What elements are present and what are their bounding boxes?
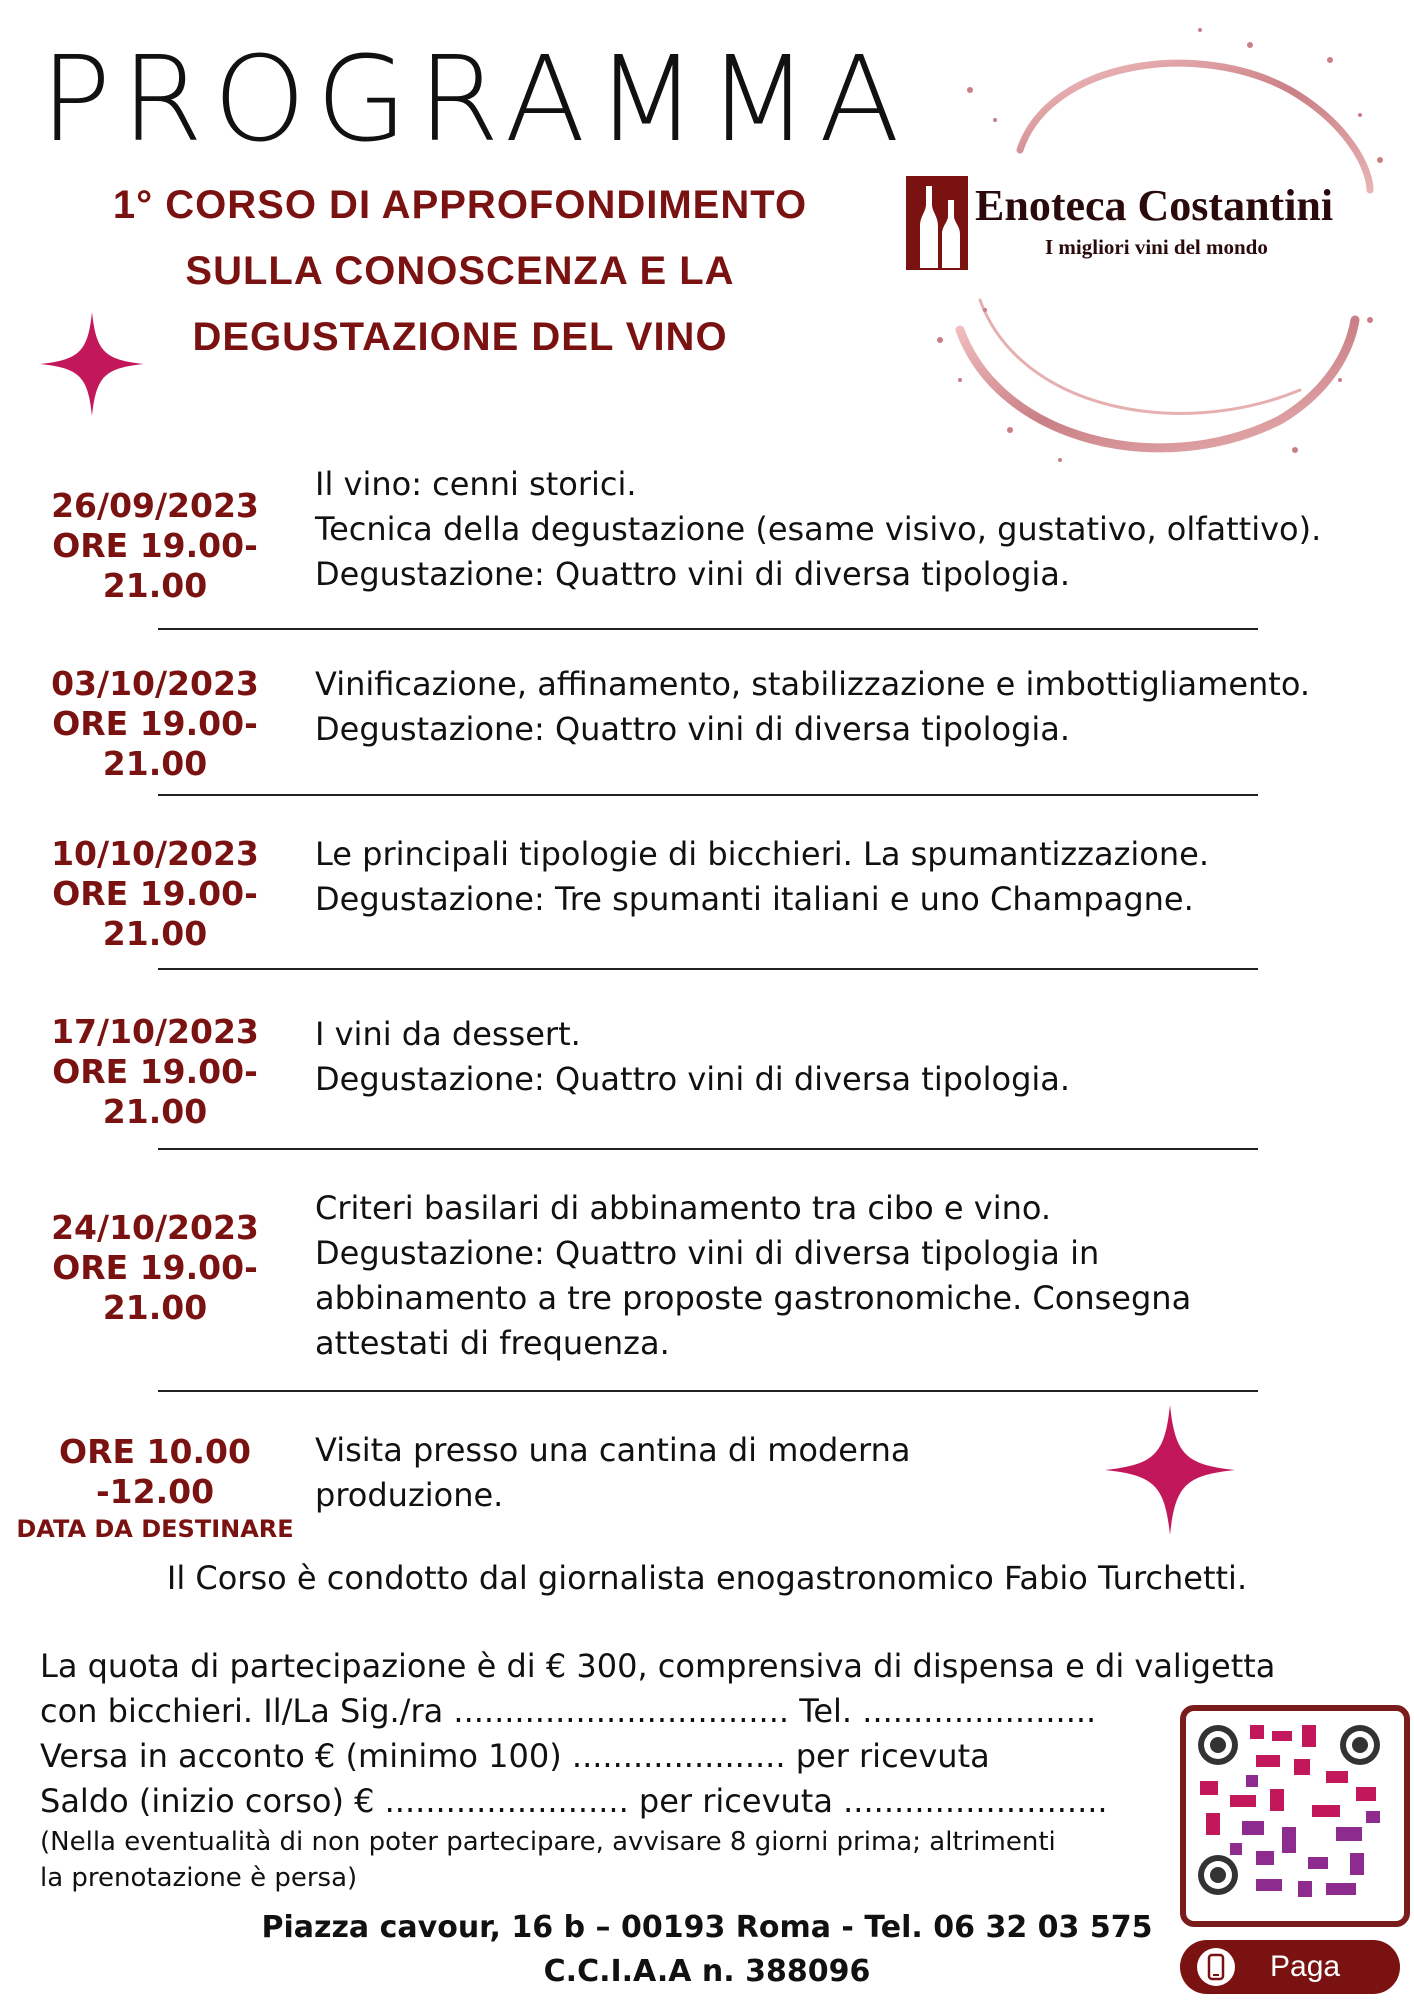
divider [158, 968, 1258, 970]
description-line: produzione. [315, 1476, 504, 1514]
logo-tagline: I migliori vini del mondo [1045, 235, 1268, 259]
footer-cciaa: C.C.I.A.A n. 388096 [543, 1954, 871, 1989]
session-date [5, 834, 305, 954]
sparkle-star-icon [40, 312, 144, 416]
wine-bottles-icon [906, 176, 968, 270]
date-label: 10/10/2023 [51, 834, 259, 873]
description-line: Tecnica della degustazione (esame visivo, gustativo, olfattivo). [315, 510, 1322, 548]
session-date [5, 1432, 305, 1546]
time-label: ORE 19.00-21.00 [52, 526, 258, 605]
divider [158, 794, 1258, 796]
date-label: DATA DA DESTINARE [16, 1515, 294, 1543]
description-line: Il vino: cenni storici. [315, 465, 637, 503]
course-subtitle [20, 172, 900, 370]
description-line: Criteri basilari di abbinamento tra cibo e vino. [315, 1189, 1052, 1227]
sparkle-star-icon [1105, 1405, 1235, 1535]
date-label: 03/10/2023 [51, 664, 259, 703]
date-label: 24/10/2023 [51, 1208, 259, 1247]
fee-line: con bicchieri. Il/La Sig./ra ................................. Tel. ....................... [40, 1692, 1097, 1730]
session-date [5, 1208, 305, 1328]
description-line: attestati di frequenza. [315, 1324, 670, 1362]
divider [158, 628, 1258, 630]
fee-section [40, 1644, 1275, 1896]
fee-note: la prenotazione è persa) [40, 1863, 358, 1893]
description-line: Vinificazione, affinamento, stabilizzazione e imbottigliamento. [315, 665, 1311, 703]
session-date [5, 486, 305, 606]
description-line: Degustazione: Quattro vini di diversa tipologia. [315, 555, 1071, 593]
session-description [315, 832, 1209, 922]
instructor-note: Il Corso è condotto dal giornalista enogastronomico Fabio Turchetti. [166, 1559, 1248, 1597]
time-label: ORE 10.00 -12.00 [59, 1432, 251, 1511]
fee-line: La quota di partecipazione è di € 300, comprensiva di dispensa e di valigetta [40, 1647, 1276, 1685]
subtitle-line: 1° CORSO DI APPROFONDIMENTO [112, 183, 808, 227]
logo [975, 180, 1333, 260]
session-description [315, 662, 1310, 752]
description-line: Le principali tipologie di bicchieri. La spumantizzazione. [315, 835, 1209, 873]
time-label: ORE 19.00-21.00 [52, 874, 258, 953]
date-label: 26/09/2023 [51, 486, 259, 525]
logo-name: Enoteca Costantini [975, 181, 1334, 230]
pay-button-label: Paga [1270, 1950, 1341, 1983]
description-line: Degustazione: Quattro vini di diversa tipologia. [315, 710, 1071, 748]
qr-code[interactable] [1180, 1705, 1410, 1927]
divider [158, 1390, 1258, 1392]
time-label: ORE 19.00-21.00 [52, 1052, 258, 1131]
session-date [5, 664, 305, 784]
divider [158, 1148, 1258, 1150]
fee-line: Versa in acconto € (minimo 100) ..................... per ricevuta [40, 1737, 990, 1775]
description-line: Degustazione: Quattro vini di diversa tipologia. [315, 1060, 1071, 1098]
description-line: Visita presso una cantina di moderna [315, 1431, 911, 1469]
description-line: I vini da dessert. [315, 1015, 581, 1053]
session-description [315, 1012, 1070, 1102]
qr-code-icon [1186, 1711, 1392, 1909]
fee-line: Saldo (inizio corso) € ........................ per ricevuta .......................... [40, 1782, 1108, 1820]
description-line: Degustazione: Quattro vini di diversa tipologia in [315, 1234, 1100, 1272]
pay-button[interactable] [1180, 1940, 1400, 1994]
footer-address: Piazza cavour, 16 b – 00193 Roma - Tel. 06 32 03 575 [261, 1910, 1153, 1945]
description-line: abbinamento a tre proposte gastronomiche. Consegna [315, 1279, 1192, 1317]
session-description [315, 1186, 1191, 1366]
time-label: ORE 19.00-21.00 [52, 704, 258, 783]
page-title: PROGRAMMA [40, 30, 910, 168]
session-date [5, 1012, 305, 1132]
session-description [315, 462, 1321, 597]
description-line: Degustazione: Tre spumanti italiani e uno Champagne. [315, 880, 1194, 918]
phone-icon [1196, 1947, 1236, 1987]
session-description [315, 1428, 910, 1518]
subtitle-line: DEGUSTAZIONE DEL VINO [192, 315, 728, 359]
subtitle-line: SULLA CONOSCENZA E LA [185, 249, 735, 293]
date-label: 17/10/2023 [51, 1012, 259, 1051]
time-label: ORE 19.00-21.00 [52, 1248, 258, 1327]
fee-note: (Nella eventualità di non poter partecipare, avvisare 8 giorni prima; altrimenti [40, 1827, 1056, 1857]
